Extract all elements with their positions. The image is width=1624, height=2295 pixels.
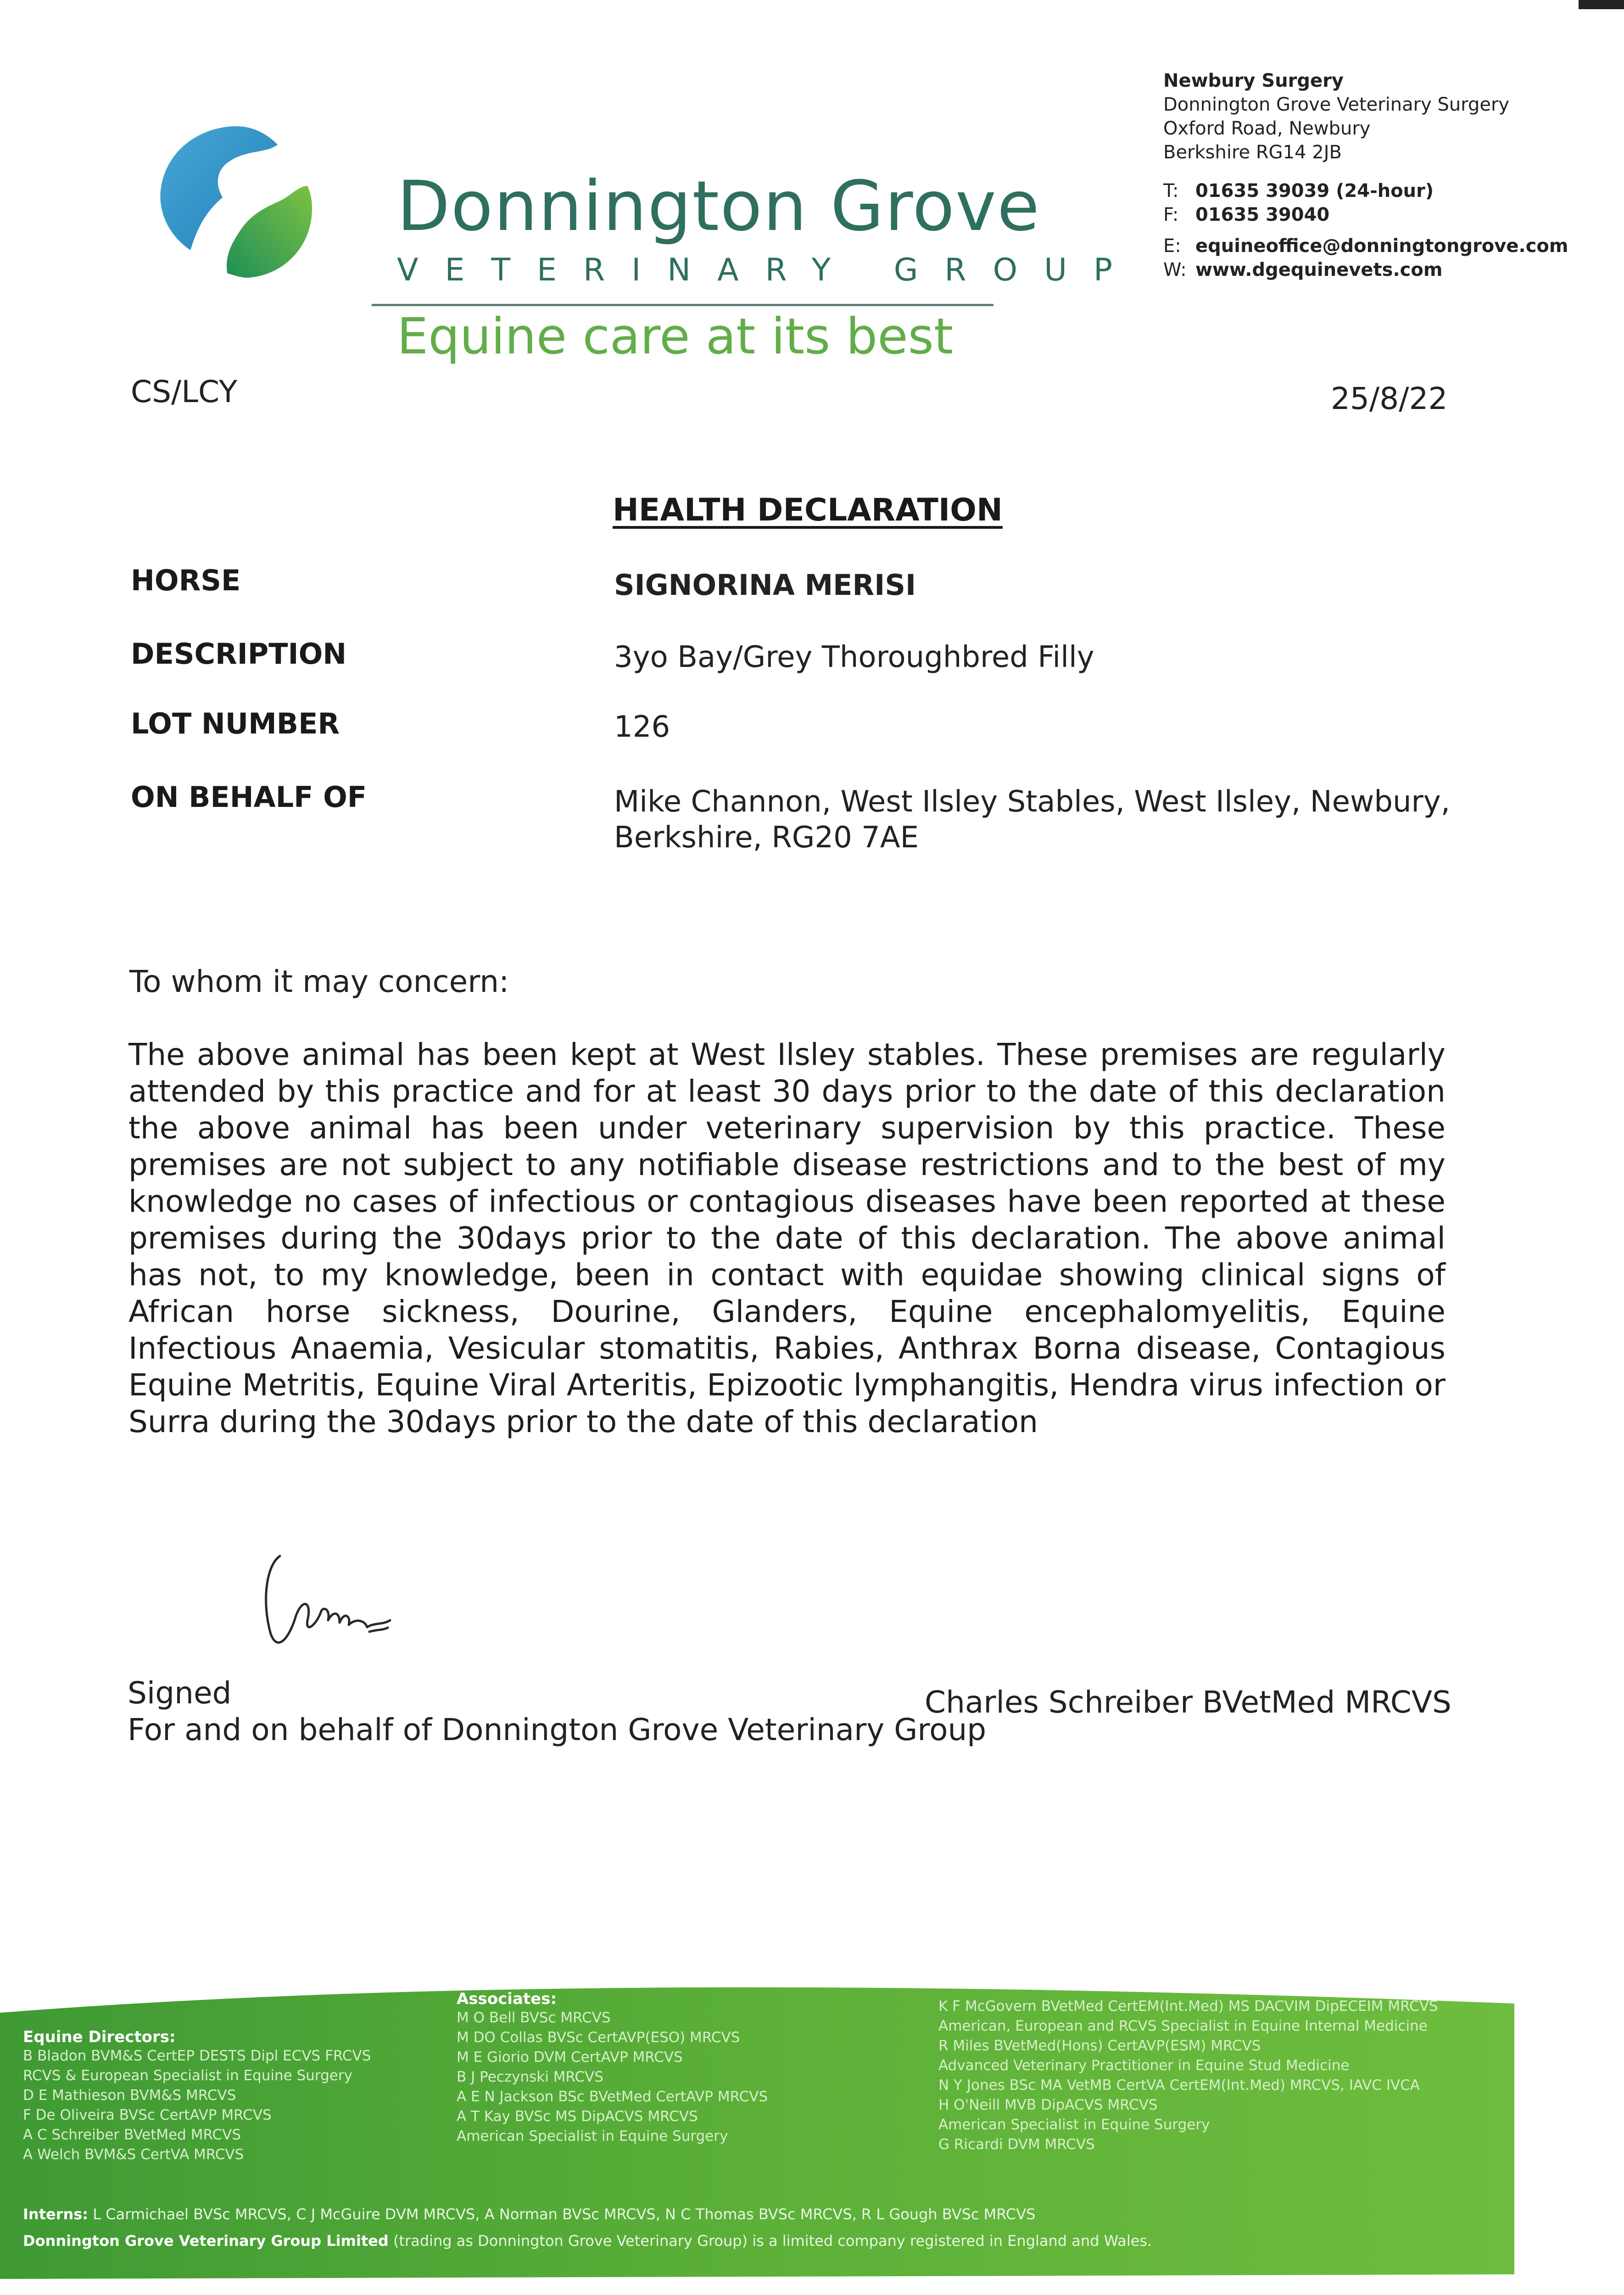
contact-block (1163, 69, 1568, 282)
company-name: Donnington Grove Veterinary Group Limited (23, 2232, 389, 2250)
fax-row (1163, 203, 1568, 227)
on-behalf-label: ON BEHALF OF (131, 780, 367, 814)
staff-line: K F McGovern BVetMed CertEM(Int.Med) MS DACVIM DipECEIM MRCVS (938, 1998, 1438, 2015)
director-line: B Bladon BVM&S CertEP DESTS Dipl ECVS FRCVS (23, 2048, 371, 2064)
telephone-row (1163, 179, 1568, 203)
staff-line: H O'Neill MVB DipACVS MRCVS (938, 2097, 1158, 2113)
address-line-2: Oxford Road, Newbury (1163, 118, 1371, 139)
company-registration: (trading as Donnington Grove Veterinary Group) is a limited company registered in England and Wales. (393, 2232, 1152, 2250)
surgery-name: Newbury Surgery (1163, 70, 1344, 91)
brand-name: Donnington Grove (397, 167, 1041, 246)
directors-title: Equine Directors: (23, 2028, 176, 2046)
greeting: To whom it may concern: (129, 964, 509, 999)
scan-edge-mark (1579, 0, 1624, 9)
letter-date: 25/8/22 (1331, 381, 1448, 416)
donnington-grove-logo (147, 117, 326, 296)
website-link[interactable]: www.dgequinevets.com (1195, 259, 1443, 280)
footer-others (938, 1997, 1438, 2155)
staff-line: G Ricardi DVM MRCVS (938, 2136, 1095, 2153)
associate-line: American Specialist in Equine Surgery (457, 2128, 728, 2144)
staff-line: R Miles BVetMed(Hons) CertAVP(ESM) MRCVS (938, 2038, 1261, 2054)
website-label: W: (1163, 259, 1187, 280)
associate-line: M DO Collas BVSc CertAVP(ESO) MRCVS (457, 2029, 740, 2046)
signer-name: Charles Schreiber BVetMed MRCVS (925, 1685, 1451, 1720)
on-behalf-line-2: Berkshire, RG20 7AE (614, 821, 919, 855)
director-line: D E Mathieson BVM&S MRCVS (23, 2087, 236, 2104)
interns-label: Interns: (23, 2205, 89, 2223)
description-label: DESCRIPTION (131, 637, 347, 671)
associate-line: M O Bell BVSc MRCVS (457, 2010, 611, 2026)
brand-subtitle: VETERINARY GROUP (397, 252, 1139, 288)
on-behalf-value (614, 784, 1450, 856)
associate-line: B J Peczynski MRCVS (457, 2069, 603, 2085)
lot-number-value: 126 (614, 710, 670, 744)
address-line-1: Donnington Grove Veterinary Surgery (1163, 94, 1510, 115)
associate-line: A T Kay BVSc MS DipACVS MRCVS (457, 2108, 698, 2125)
interns-list: L Carmichael BVSc MRCVS, C J McGuire DVM MRCVS, A Norman BVSc MRCVS, N C Thomas BVSc MRCVS, R L Gough BVSc MRCVS (93, 2205, 1036, 2223)
director-line: F De Oliveira BVSc CertAVP MRCVS (23, 2107, 272, 2123)
fax-label: F: (1163, 204, 1179, 225)
footer-company (23, 2232, 1152, 2250)
telephone-label: T: (1163, 180, 1179, 202)
horse-value: SIGNORINA MERISI (614, 568, 916, 602)
handwritten-signature (252, 1547, 427, 1657)
lot-number-label: LOT NUMBER (131, 707, 340, 740)
associates-title: Associates: (457, 1990, 557, 2008)
staff-line: Advanced Veterinary Practitioner in Equine Stud Medicine (938, 2057, 1350, 2074)
email-link[interactable]: equineoffice@donningtongrove.com (1195, 235, 1568, 257)
staff-line: N Y Jones BSc MA VetMB CertVA CertEM(Int.Med) MRCVS, IAVC IVCA (938, 2077, 1420, 2093)
website-row (1163, 258, 1568, 282)
on-behalf-line-1: Mike Channon, West Ilsley Stables, West Ilsley, Newbury, (614, 785, 1451, 819)
director-line: RCVS & European Specialist in Equine Surgery (23, 2067, 352, 2084)
behalf-line: For and on behalf of Donnington Grove Veterinary Group (128, 1712, 987, 1747)
footer-interns (23, 2205, 1035, 2223)
director-line: A Welch BVM&S CertVA MRCVS (23, 2146, 244, 2163)
address-line-3: Berkshire RG14 2JB (1163, 142, 1342, 163)
associate-line: M E Giorio DVM CertAVP MRCVS (457, 2049, 683, 2066)
description-value: 3yo Bay/Grey Thoroughbred Filly (614, 640, 1094, 674)
telephone-number[interactable]: 01635 39039 (24-hour) (1195, 180, 1434, 202)
brand-tagline: Equine care at its best (397, 308, 954, 365)
director-line: A C Schreiber BVetMed MRCVS (23, 2127, 241, 2143)
document-title: HEALTH DECLARATION (613, 492, 1003, 528)
letter-reference: CS/LCY (131, 374, 238, 409)
brand-divider (372, 304, 993, 306)
staff-line: American, European and RCVS Specialist in Equine Internal Medicine (938, 2018, 1428, 2034)
declaration-body: The above animal has been kept at West Ilsley stables. These premises are regularly attended by this practice and for at least 30 days prior to the date of this declaration the above animal has been under veterinary supervision by this practice. These premises are not subject to any notifiable disease restrictions and to the best of my knowledge no cases of infectious or contagious diseases have been reported at these premises during the 30days prior to the date of this declaration. The above animal has not, to my knowledge, been in contact with equidae showing clinical signs of African horse sickness, Dourine, Glanders, Equine encephalomyelitis, Equine Infectious Anaemia, Vesicular stomatitis, Rabies, Anthrax Borna disease, Contagious Equine Metritis, Equine Viral Arteritis, Epizootic lymphangitis, Hendra virus infection or Surra during the 30days prior to the date of this declaration (128, 1037, 1445, 1439)
email-row (1163, 234, 1568, 258)
staff-line: American Specialist in Equine Surgery (938, 2116, 1210, 2133)
associate-line: A E N Jackson BSc BVetMed CertAVP MRCVS (457, 2088, 768, 2105)
signed-label: Signed (128, 1675, 232, 1711)
fax-number: 01635 39040 (1195, 204, 1330, 225)
email-label: E: (1163, 235, 1181, 257)
footer-directors (23, 2028, 371, 2165)
footer-associates (457, 1990, 768, 2146)
horse-label: HORSE (131, 564, 241, 597)
